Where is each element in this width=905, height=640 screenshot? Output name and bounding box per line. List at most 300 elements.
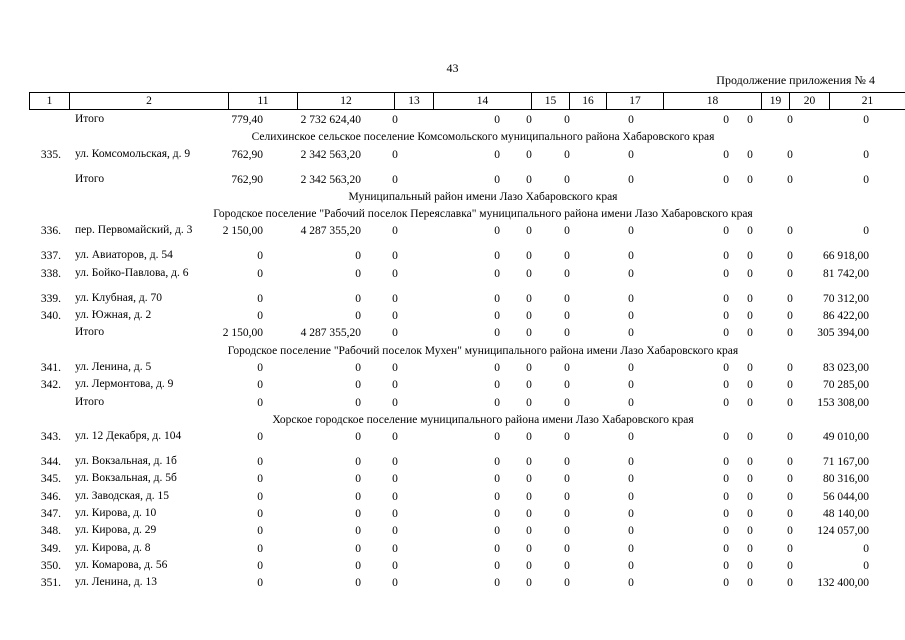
value-cell-20: 0 [787,327,793,340]
value-cell-20: 0 [787,542,793,555]
value-cell-15: 0 [526,361,532,374]
value-cell-17: 0 [628,577,634,590]
value-cell-16: 0 [564,148,570,161]
column-header: 2 [70,93,229,110]
value-cell-18: 0 [723,456,729,469]
value-cell-13: 0 [392,292,398,305]
row-number: 345. [40,473,61,486]
value-cell-19: 0 [747,431,753,444]
value-cell-13: 0 [392,490,398,503]
value-cell-13: 0 [392,456,398,469]
value-cell-17: 0 [628,456,634,469]
value-cell-13: 0 [392,577,398,590]
value-cell-18: 0 [723,267,729,280]
value-cell-19: 0 [747,379,753,392]
value-cell-11: 0 [257,508,263,521]
value-cell-17: 0 [628,292,634,305]
value-cell-20: 0 [787,577,793,590]
value-cell-11: 762,90 [231,173,263,186]
value-cell-12: 0 [355,577,361,590]
value-cell-19: 0 [747,292,753,305]
value-cell-15: 0 [526,542,532,555]
value-cell-20: 0 [787,490,793,503]
value-cell-13: 0 [392,327,398,340]
value-cell-17: 0 [628,148,634,161]
value-cell-11: 0 [257,396,263,409]
value-cell-16: 0 [564,310,570,323]
row-number: 336. [40,225,61,238]
value-cell-18: 0 [723,327,729,340]
value-cell-21: 0 [863,542,869,555]
section-heading: Муниципальный район имени Лазо Хабаровского края [348,190,618,203]
row-number: 347. [40,508,61,521]
column-header: 21 [830,93,905,110]
value-cell-12: 0 [355,559,361,572]
value-cell-21: 0 [863,225,869,238]
value-cell-15: 0 [526,431,532,444]
value-cell-13: 0 [392,542,398,555]
column-header: 11 [229,93,298,110]
table-row [29,362,877,379]
value-cell-15: 0 [526,577,532,590]
value-cell-19: 0 [747,396,753,409]
row-number: 339. [40,292,61,305]
value-cell-19: 0 [747,310,753,323]
value-cell-17: 0 [628,525,634,538]
value-cell-11: 0 [257,310,263,323]
value-cell-13: 0 [392,310,398,323]
value-cell-19: 0 [747,508,753,521]
value-cell-14: 0 [494,431,500,444]
value-cell-13: 0 [392,379,398,392]
value-cell-14: 0 [494,250,500,263]
value-cell-18: 0 [723,114,729,126]
value-cell-18: 0 [723,508,729,521]
table-row [29,149,877,174]
table-row [29,225,877,250]
address-cell: ул. Заводская, д. 15 [75,489,169,502]
value-cell-12: 4 287 355,20 [300,327,361,340]
value-cell-15: 0 [526,490,532,503]
value-cell-17: 0 [628,267,634,280]
table-row [29,525,877,542]
value-cell-19: 0 [747,250,753,263]
table-row [29,327,877,344]
value-cell-20: 0 [787,456,793,469]
value-cell-16: 0 [564,431,570,444]
value-cell-18: 0 [723,542,729,555]
value-cell-21: 0 [863,148,869,161]
value-cell-15: 0 [526,292,532,305]
value-cell-18: 0 [723,250,729,263]
column-header: 12 [298,93,395,110]
document-subtitle: Продолжение приложения № 4 [716,73,875,87]
table-row [29,508,877,525]
value-cell-11: 0 [257,473,263,486]
value-cell-20: 0 [787,379,793,392]
address-cell: Итого [75,113,105,125]
value-cell-14: 0 [494,225,500,238]
value-cell-12: 0 [355,508,361,521]
value-cell-14: 0 [494,267,500,280]
value-cell-16: 0 [564,456,570,469]
value-cell-21: 66 918,00 [823,250,869,263]
section-heading: Селихинское сельское поселение Комсомольского муниципального района Хабаровского края [251,131,715,144]
column-header: 13 [395,93,434,110]
address-cell: Итого [75,172,105,185]
table-row [29,114,877,131]
value-cell-20: 0 [787,559,793,572]
table-row [29,174,877,191]
value-cell-15: 0 [526,559,532,572]
value-cell-20: 0 [787,525,793,538]
table-row [29,473,877,490]
value-cell-19: 0 [747,473,753,486]
value-cell-15: 0 [526,310,532,323]
value-cell-20: 0 [787,473,793,486]
value-cell-14: 0 [494,396,500,409]
value-cell-14: 0 [494,327,500,340]
address-cell: Итого [75,326,105,339]
value-cell-11: 0 [257,267,263,280]
value-cell-12: 0 [355,456,361,469]
value-cell-13: 0 [392,114,398,126]
value-cell-20: 0 [787,267,793,280]
value-cell-11: 0 [257,250,263,263]
address-cell: ул. Ленина, д. 5 [75,360,152,373]
address-cell: ул. Южная, д. 2 [75,309,152,322]
column-header: 1 [30,93,70,110]
value-cell-14: 0 [494,473,500,486]
value-cell-12: 0 [355,292,361,305]
value-cell-17: 0 [628,431,634,444]
value-cell-21: 49 010,00 [823,431,869,444]
value-cell-14: 0 [494,456,500,469]
address-cell: ул. Кирова, д. 29 [75,524,157,537]
value-cell-20: 0 [787,173,793,186]
value-cell-21: 56 044,00 [823,490,869,503]
value-cell-16: 0 [564,267,570,280]
row-number: 340. [40,310,61,323]
value-cell-13: 0 [392,525,398,538]
address-cell: ул. Клубная, д. 70 [75,291,162,304]
address-cell: ул. Ленина, д. 13 [75,576,157,589]
value-cell-14: 0 [494,173,500,186]
value-cell-12: 0 [355,431,361,444]
value-cell-14: 0 [494,114,500,126]
table-row [29,577,877,594]
value-cell-15: 0 [526,267,532,280]
value-cell-13: 0 [392,148,398,161]
value-cell-18: 0 [723,396,729,409]
value-cell-17: 0 [628,559,634,572]
value-cell-15: 0 [526,473,532,486]
value-cell-12: 0 [355,490,361,503]
value-cell-18: 0 [723,525,729,538]
table-row [29,560,877,577]
value-cell-16: 0 [564,379,570,392]
value-cell-12: 2 732 624,40 [300,114,361,126]
value-cell-12: 0 [355,361,361,374]
value-cell-16: 0 [564,473,570,486]
value-cell-21: 83 023,00 [823,361,869,374]
value-cell-16: 0 [564,361,570,374]
value-cell-21: 86 422,00 [823,310,869,323]
value-cell-15: 0 [526,225,532,238]
table-row [29,397,877,414]
value-cell-18: 0 [723,559,729,572]
row-number: 348. [40,525,61,538]
value-cell-17: 0 [628,310,634,323]
row-number: 337. [40,250,61,263]
row-number: 342. [40,379,61,392]
table-row [29,491,877,508]
section-heading: Городское поселение "Рабочий поселок Мухен" муниципального района имени Лазо Хабаровского края [227,344,739,357]
value-cell-19: 0 [747,361,753,374]
value-cell-13: 0 [392,267,398,280]
value-cell-16: 0 [564,292,570,305]
value-cell-19: 0 [747,559,753,572]
value-cell-16: 0 [564,490,570,503]
value-cell-11: 0 [257,577,263,590]
value-cell-13: 0 [392,361,398,374]
value-cell-21: 0 [863,114,869,126]
value-cell-19: 0 [747,577,753,590]
row-number: 341. [40,361,61,374]
table-row [29,431,877,456]
table-row [29,543,877,560]
column-header: 18 [664,93,762,110]
value-cell-19: 0 [747,114,753,126]
value-cell-18: 0 [723,379,729,392]
value-cell-18: 0 [723,292,729,305]
value-cell-21: 124 057,00 [817,525,869,538]
value-cell-18: 0 [723,490,729,503]
table-row [29,310,877,327]
value-cell-21: 81 742,00 [823,267,869,280]
value-cell-11: 0 [257,456,263,469]
value-cell-20: 0 [787,114,793,126]
address-cell: ул. Бойко-Павлова, д. 6 [75,266,189,279]
value-cell-14: 0 [494,292,500,305]
value-cell-19: 0 [747,525,753,538]
value-cell-14: 0 [494,559,500,572]
value-cell-18: 0 [723,361,729,374]
value-cell-12: 0 [355,525,361,538]
value-cell-11: 0 [257,379,263,392]
value-cell-11: 762,90 [231,148,263,161]
value-cell-18: 0 [723,310,729,323]
value-cell-15: 0 [526,379,532,392]
row-number: 338. [40,267,61,280]
row-number: 335. [40,148,61,161]
value-cell-20: 0 [787,225,793,238]
value-cell-14: 0 [494,525,500,538]
value-cell-11: 2 150,00 [222,327,263,340]
table-row [29,268,877,293]
value-cell-21: 0 [863,173,869,186]
table-body [29,114,877,595]
value-cell-11: 0 [257,559,263,572]
value-cell-21: 48 140,00 [823,508,869,521]
column-header: 16 [570,93,607,110]
value-cell-13: 0 [392,396,398,409]
table-row [29,250,877,267]
value-cell-15: 0 [526,250,532,263]
value-cell-16: 0 [564,114,570,126]
row-number: 343. [40,431,61,444]
value-cell-20: 0 [787,508,793,521]
value-cell-20: 0 [787,148,793,161]
value-cell-20: 0 [787,292,793,305]
row-number: 351. [40,577,61,590]
value-cell-13: 0 [392,508,398,521]
address-cell: пер. Первомайский, д. 3 [75,224,193,237]
value-cell-19: 0 [747,490,753,503]
value-cell-11: 0 [257,525,263,538]
value-cell-16: 0 [564,327,570,340]
value-cell-15: 0 [526,327,532,340]
table-row [29,293,877,310]
value-cell-14: 0 [494,361,500,374]
row-number: 346. [40,490,61,503]
value-cell-11: 0 [257,431,263,444]
value-cell-12: 4 287 355,20 [300,225,361,238]
value-cell-13: 0 [392,250,398,263]
value-cell-19: 0 [747,173,753,186]
section-heading: Хорское городское поселение муниципального района имени Лазо Хабаровского края [272,413,694,426]
value-cell-17: 0 [628,173,634,186]
value-cell-19: 0 [747,225,753,238]
column-header: 19 [762,93,790,110]
value-cell-16: 0 [564,577,570,590]
address-cell: ул. 12 Декабря, д. 104 [75,430,182,443]
table-row [29,379,877,396]
value-cell-19: 0 [747,542,753,555]
value-cell-11: 0 [257,542,263,555]
row-number: 349. [40,542,61,555]
value-cell-17: 0 [628,542,634,555]
value-cell-17: 0 [628,508,634,521]
value-cell-13: 0 [392,173,398,186]
value-cell-15: 0 [526,173,532,186]
value-cell-15: 0 [526,525,532,538]
value-cell-12: 0 [355,310,361,323]
value-cell-13: 0 [392,473,398,486]
value-cell-13: 0 [392,225,398,238]
value-cell-17: 0 [628,250,634,263]
value-cell-12: 2 342 563,20 [300,148,361,161]
value-cell-19: 0 [747,148,753,161]
value-cell-13: 0 [392,431,398,444]
value-cell-16: 0 [564,173,570,186]
value-cell-16: 0 [564,250,570,263]
value-cell-21: 71 167,00 [823,456,869,469]
address-cell: ул. Кирова, д. 10 [75,507,157,520]
column-header-row [30,93,905,110]
value-cell-12: 0 [355,473,361,486]
value-cell-19: 0 [747,327,753,340]
value-cell-19: 0 [747,267,753,280]
value-cell-20: 0 [787,250,793,263]
address-cell: ул. Вокзальная, д. 5б [75,472,177,485]
value-cell-15: 0 [526,148,532,161]
value-cell-12: 0 [355,250,361,263]
value-cell-11: 0 [257,361,263,374]
value-cell-18: 0 [723,577,729,590]
value-cell-11: 779,40 [231,114,263,126]
value-cell-13: 0 [392,559,398,572]
value-cell-17: 0 [628,379,634,392]
value-cell-15: 0 [526,508,532,521]
value-cell-18: 0 [723,225,729,238]
address-cell: ул. Лермонтова, д. 9 [75,378,174,391]
value-cell-14: 0 [494,310,500,323]
value-cell-20: 0 [787,396,793,409]
address-cell: ул. Кирова, д. 8 [75,541,151,554]
value-cell-17: 0 [628,327,634,340]
column-header: 15 [532,93,570,110]
value-cell-17: 0 [628,114,634,126]
value-cell-21: 305 394,00 [817,327,869,340]
address-cell: ул. Авиаторов, д. 54 [75,249,173,262]
address-cell: ул. Комарова, д. 56 [75,558,168,571]
value-cell-14: 0 [494,379,500,392]
value-cell-19: 0 [747,456,753,469]
value-cell-16: 0 [564,225,570,238]
value-cell-21: 132 400,00 [817,577,869,590]
address-cell: ул. Вокзальная, д. 1б [75,455,177,468]
value-cell-16: 0 [564,396,570,409]
value-cell-16: 0 [564,542,570,555]
column-header: 17 [607,93,664,110]
value-cell-16: 0 [564,525,570,538]
value-cell-21: 70 312,00 [823,292,869,305]
value-cell-17: 0 [628,225,634,238]
value-cell-17: 0 [628,361,634,374]
value-cell-21: 70 285,00 [823,379,869,392]
value-cell-21: 80 316,00 [823,473,869,486]
value-cell-20: 0 [787,310,793,323]
value-cell-18: 0 [723,431,729,444]
address-cell: Итого [75,395,105,408]
row-number: 350. [40,559,61,572]
value-cell-11: 0 [257,292,263,305]
value-cell-11: 2 150,00 [222,225,263,238]
value-cell-18: 0 [723,173,729,186]
page-number: 43 [446,61,459,75]
table-row [29,456,877,473]
value-cell-17: 0 [628,396,634,409]
value-cell-14: 0 [494,577,500,590]
value-cell-18: 0 [723,473,729,486]
row-number: 344. [40,456,61,469]
value-cell-15: 0 [526,456,532,469]
column-header-table [29,92,905,110]
value-cell-12: 0 [355,542,361,555]
value-cell-12: 0 [355,267,361,280]
address-cell: ул. Комсомольская, д. 9 [75,147,191,160]
value-cell-17: 0 [628,490,634,503]
value-cell-12: 0 [355,379,361,392]
value-cell-21: 153 308,00 [817,396,869,409]
column-header: 20 [790,93,830,110]
value-cell-16: 0 [564,559,570,572]
column-header: 14 [434,93,532,110]
value-cell-12: 0 [355,396,361,409]
value-cell-14: 0 [494,490,500,503]
section-heading: Городское поселение "Рабочий поселок Переяславка" муниципального района имени Лазо Хабаровского края [213,208,753,221]
